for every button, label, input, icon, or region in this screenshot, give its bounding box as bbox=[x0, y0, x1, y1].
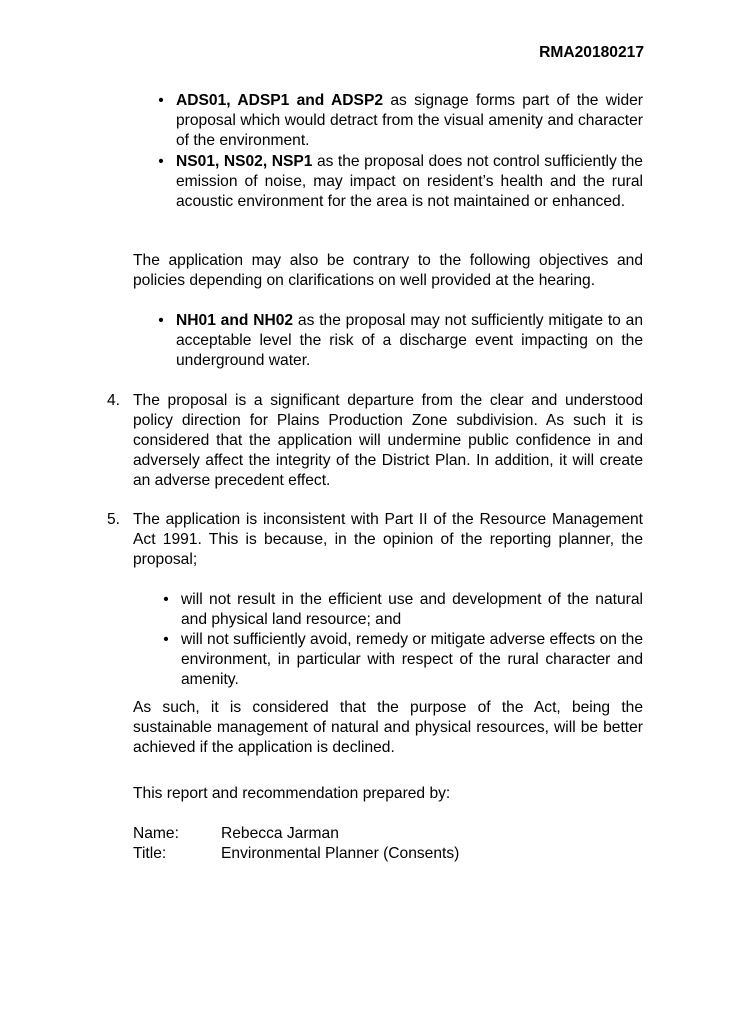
bullet-text: as the proposal may not sufficiently mitigate to an acceptable level the risk of a discharge event impacting on the underground water. bbox=[176, 312, 644, 369]
prepared-by-line: This report and recommendation prepared by: bbox=[133, 785, 451, 802]
policy-codes: NS01, NS02, NSP1 bbox=[176, 153, 313, 170]
numbered-item-4 bbox=[107, 391, 643, 491]
bullet-text: as the proposal does not control sufficiently the emission of noise, may impact on resident’s health and the rural acoustic environment for the area is not maintained or enhanced. bbox=[176, 153, 643, 210]
bullet-glyph: • bbox=[163, 591, 169, 608]
item-text: The proposal is a significant departure from the clear and understood policy direction for Plains Production Zone subdivision. As such it is considered that the application will undermine public confidence in and adversely affect the integrity of the District Plan. In addition, it will create an adverse precedent effect. bbox=[133, 392, 643, 489]
bullet-text: as signage forms part of the wider proposal which would detract from the visual amenity and character of the environment. bbox=[176, 92, 643, 149]
policy-codes: ADS01, ADSP1 and ADSP2 bbox=[176, 92, 384, 109]
item-text: The application is inconsistent with Part II of the Resource Management Act 1991. This is because, in the opinion of the reporting planner, the proposal; bbox=[133, 511, 643, 568]
bullet-text: will not sufficiently avoid, remedy or mitigate adverse effects on the environment, in particular with respect of the rural character and amenity. bbox=[181, 631, 643, 688]
document-reference-number: RMA20180217 bbox=[539, 44, 644, 61]
bullet-ns-policies bbox=[158, 152, 643, 212]
title-label: Title: bbox=[133, 845, 167, 862]
bullet-efficient-use bbox=[163, 590, 643, 630]
bullet-glyph: • bbox=[158, 153, 164, 170]
bullet-text: will not result in the efficient use and development of the natural and physical land resource; and bbox=[181, 591, 643, 628]
policy-codes: NH01 and NH02 bbox=[176, 312, 294, 329]
bullet-nh-policies bbox=[158, 311, 644, 371]
bullet-glyph: • bbox=[158, 92, 164, 109]
item-number: 5. bbox=[107, 511, 121, 528]
bullet-glyph: • bbox=[163, 631, 169, 648]
bullet-glyph: • bbox=[158, 312, 164, 329]
numbered-item-5 bbox=[107, 510, 643, 570]
paragraph-conclusion: As such, it is considered that the purpose of the Act, being the sustainable management of natural and physical resources, will be better achieved if the application is declined. bbox=[133, 699, 643, 756]
bullet-ads-policies bbox=[158, 91, 643, 151]
bullet-adverse-effects bbox=[163, 630, 643, 690]
name-label: Name: bbox=[133, 825, 179, 842]
name-value: Rebecca Jarman bbox=[221, 825, 339, 842]
paragraph-contrary-policies: The application may also be contrary to the following objectives and policies depending on clarifications on well provided at the hearing. bbox=[133, 252, 643, 289]
title-value: Environmental Planner (Consents) bbox=[221, 845, 460, 862]
item-number: 4. bbox=[107, 392, 121, 409]
